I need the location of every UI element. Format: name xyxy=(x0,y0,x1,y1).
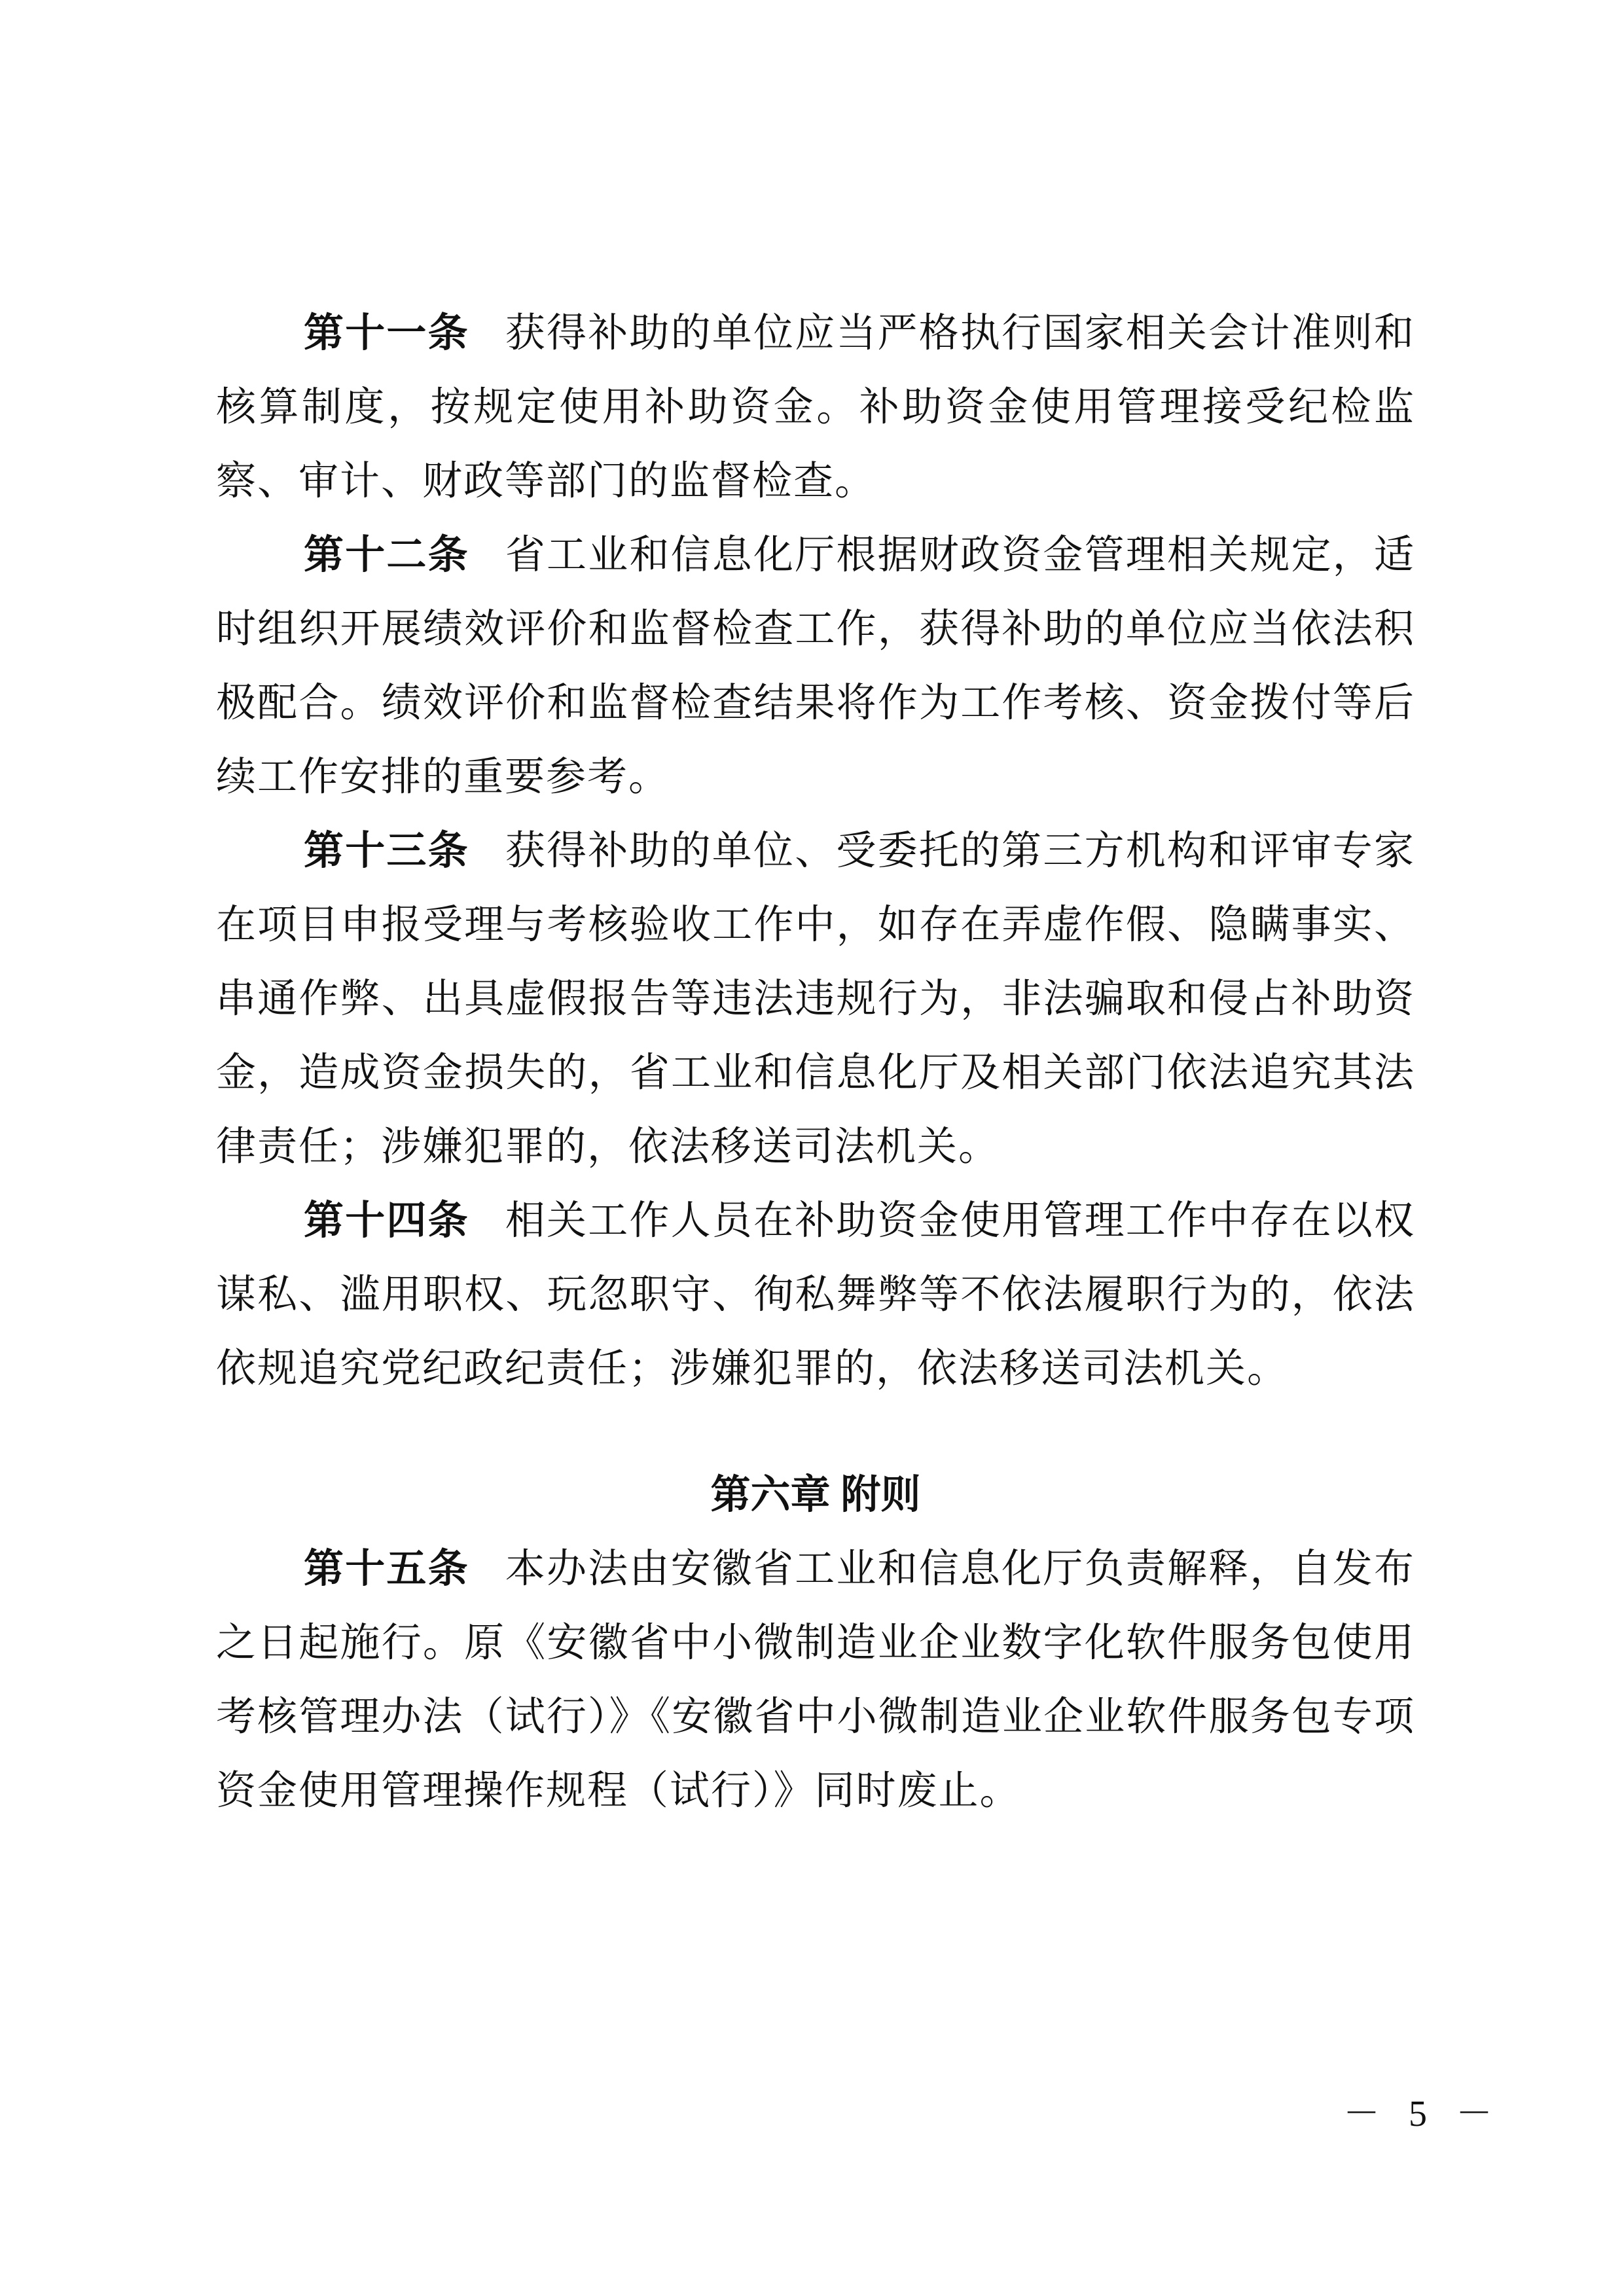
article-text: 获得补助的单位、受委托的第三方机构和评审专家在项目申报受理与考核验收工作中，如存在弄虚作假、隐瞒事实、串通作弊、出具虚假报告等违法违规行为，非法骗取和侵占补助资金，造成资金损失的，省工业和信息化厅及相关部门依法追究其法律责任；涉嫌犯罪的，依法移送司法机关。 xyxy=(216,827,1415,1170)
article-14 xyxy=(216,1183,1415,1405)
page-number-dash-left: － xyxy=(1343,2094,1380,2134)
article-label: 第十五条 xyxy=(304,1545,469,1592)
page-number-dash-right: － xyxy=(1456,2094,1492,2134)
chapter-heading xyxy=(216,1458,1415,1532)
chapter-title: 附则 xyxy=(840,1471,921,1518)
chapter-number: 第六章 xyxy=(710,1471,831,1518)
article-label: 第十三条 xyxy=(304,827,469,874)
article-label: 第十二条 xyxy=(304,531,469,578)
document-page xyxy=(216,296,1415,1827)
page-number xyxy=(1329,2085,1507,2137)
article-text: 省工业和信息化厅根据财政资金管理相关规定，适时组织开展绩效评价和监督检查工作，获得补助的单位应当依法积极配合。绩效评价和监督检查结果将作为工作考核、资金拨付等后续工作安排的重要参考。 xyxy=(216,531,1415,800)
page-number-value: 5 xyxy=(1409,2094,1427,2134)
article-label: 第十四条 xyxy=(304,1197,469,1244)
article-11 xyxy=(216,296,1415,518)
article-15 xyxy=(216,1532,1415,1827)
article-text: 相关工作人员在补助资金使用管理工作中存在以权谋私、滥用职权、玩忽职守、徇私舞弊等不依法履职行为的，依法依规追究党纪政纪责任；涉嫌犯罪的，依法移送司法机关。 xyxy=(216,1197,1415,1391)
article-13 xyxy=(216,814,1415,1183)
article-label: 第十一条 xyxy=(304,310,469,356)
article-text: 本办法由安徽省工业和信息化厅负责解释，自发布之日起施行。原《安徽省中小微制造业企业数字化软件服务包使用考核管理办法（试行）》《安徽省中小微制造业企业软件服务包专项资金使用管理操作规程（试行）》同时废止。 xyxy=(216,1545,1415,1814)
article-12 xyxy=(216,518,1415,814)
article-text: 获得补助的单位应当严格执行国家相关会计准则和核算制度，按规定使用补助资金。补助资金使用管理接受纪检监察、审计、财政等部门的监督检查。 xyxy=(216,310,1415,504)
